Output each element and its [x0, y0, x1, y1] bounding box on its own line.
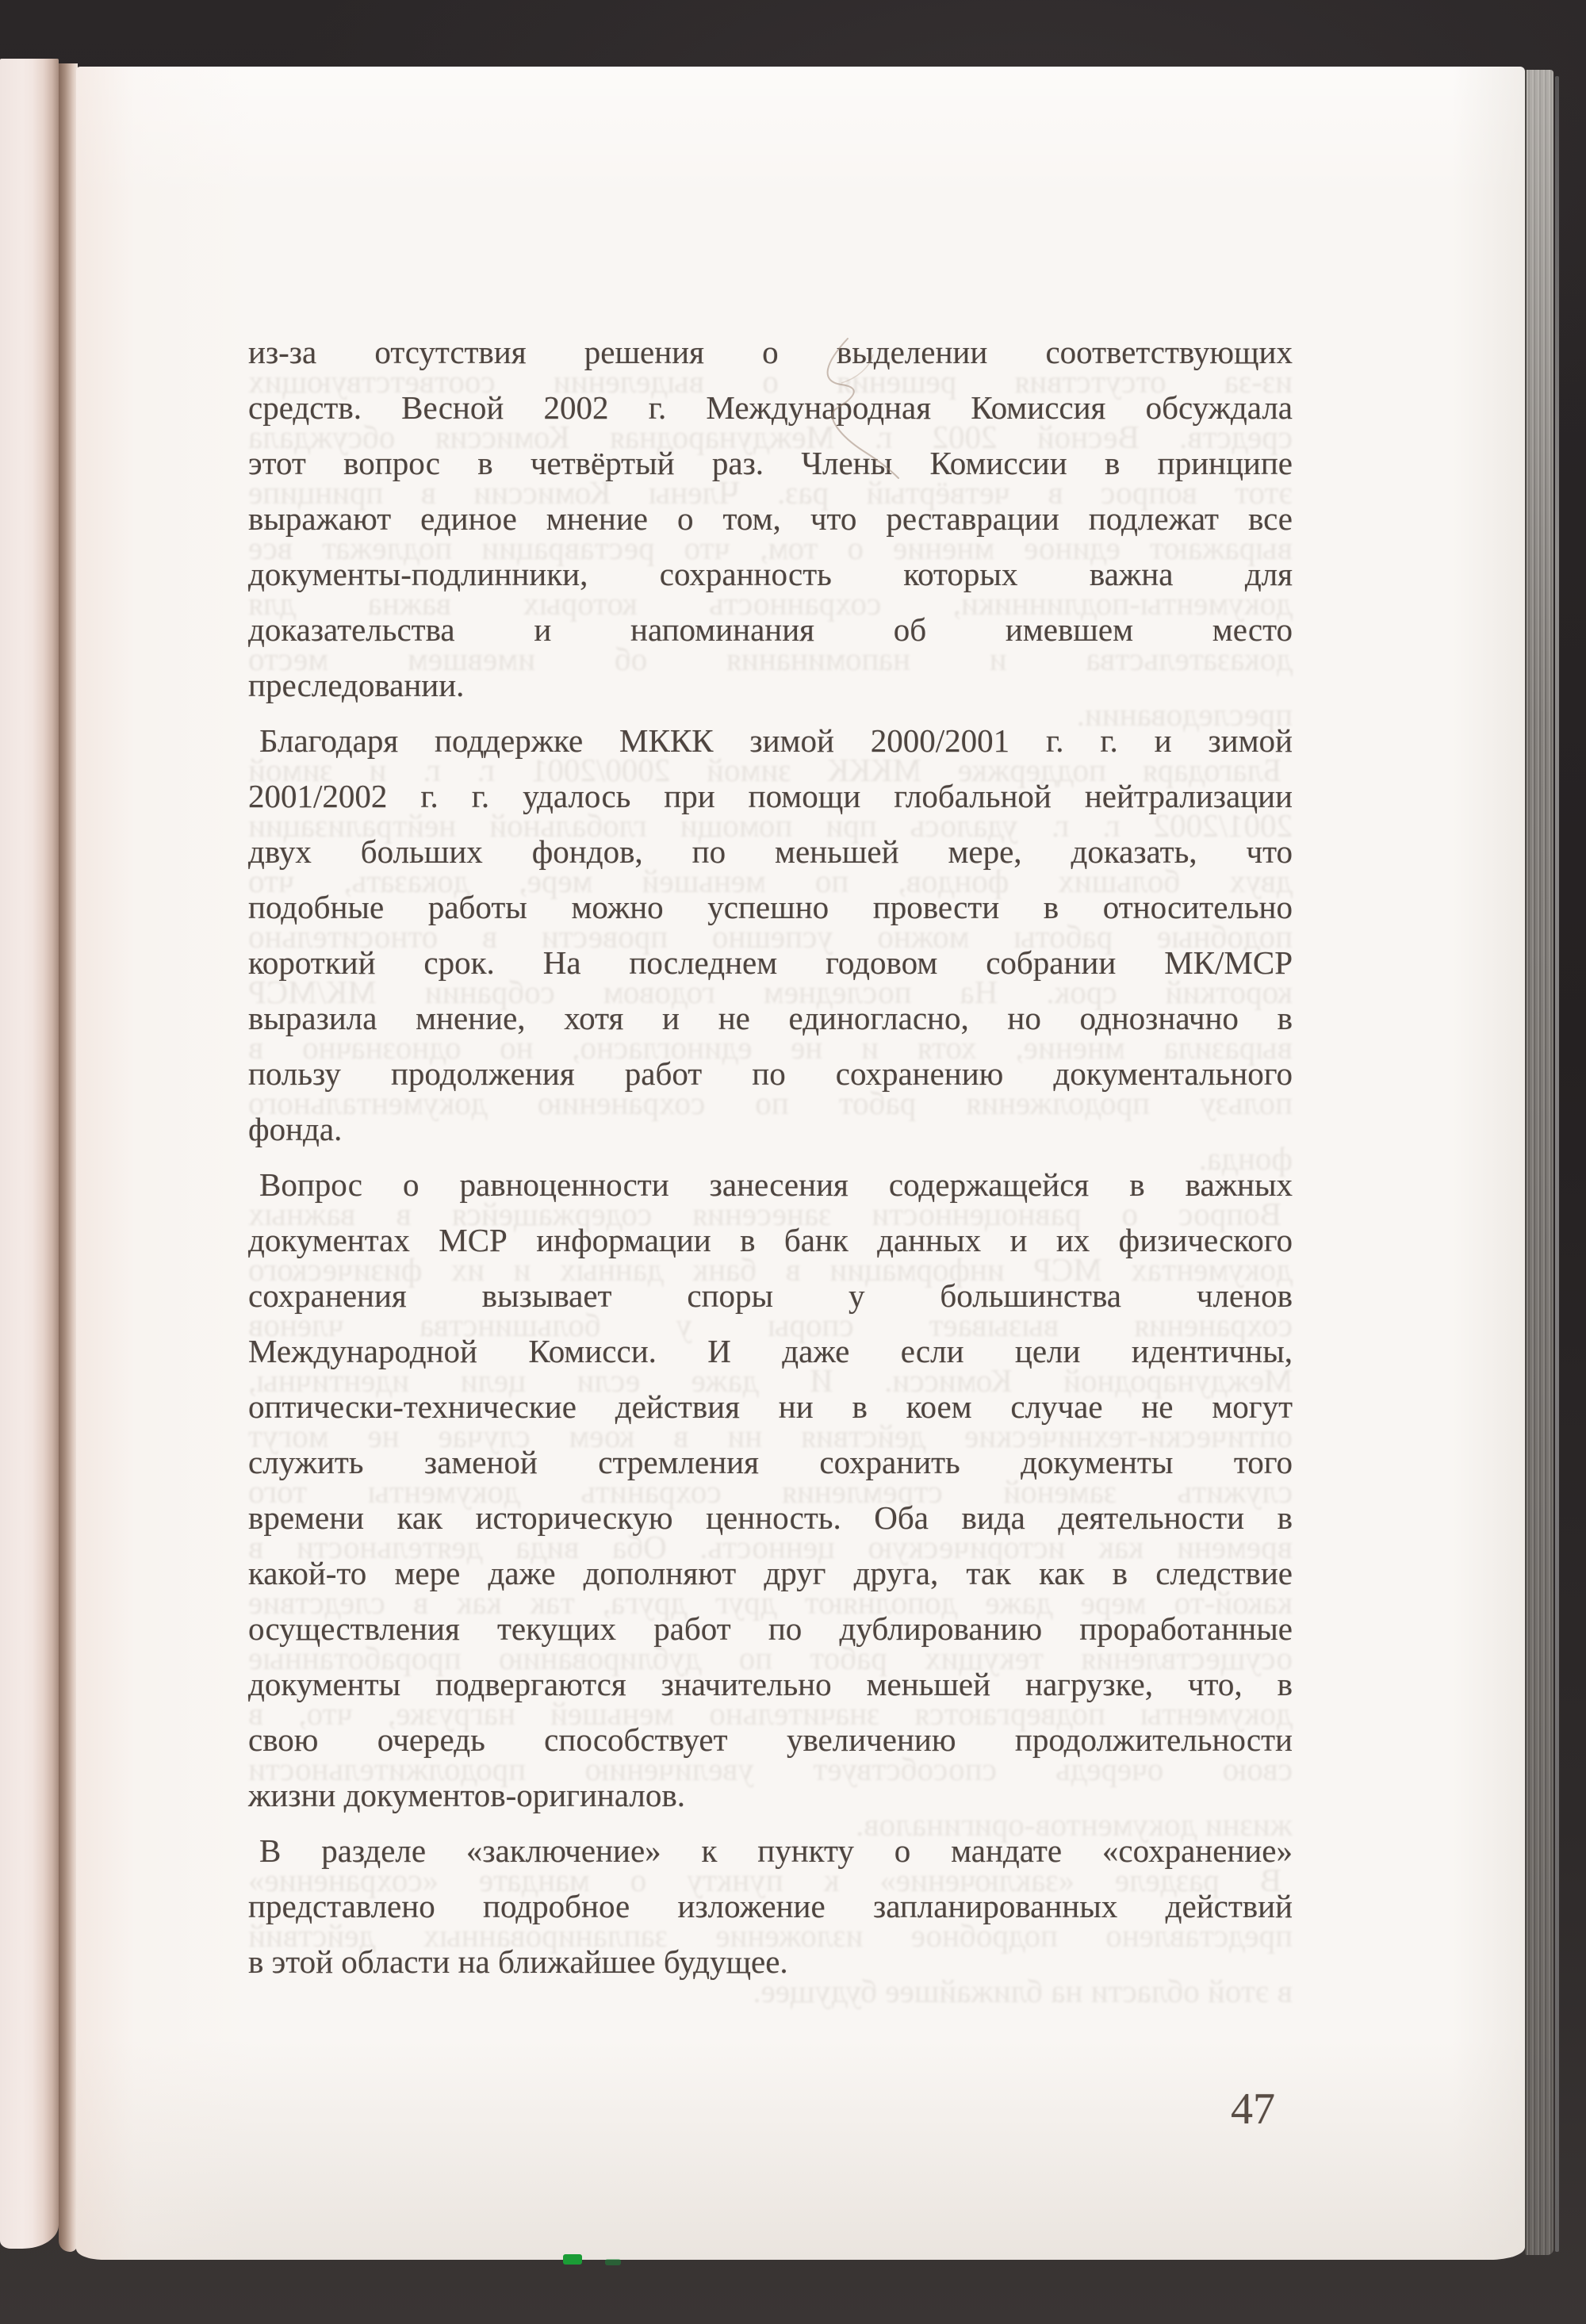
text-line: документы подвергаются значительно меньшей нагрузке, что, в [248, 1666, 1293, 1702]
text-line: жизни документов-оригиналов. [856, 1806, 1293, 1843]
text-line: преследовании. [248, 667, 465, 703]
text-block [248, 324, 1293, 1989]
text-line: выражают единое мнение о том, что реставрации подлежат все [248, 500, 1293, 537]
text-line: короткий срок. На последнем годовом собрании МК/МСР [248, 944, 1293, 981]
green-mark-faint [605, 2259, 621, 2265]
text-line: документы-подлинники, сохранность которых важна для [248, 556, 1293, 592]
text-line: 2001/2002 г. г. удалось при помощи глобальной нейтрализации [248, 807, 1293, 844]
text-line: Вопрос о равноценности занесения содержащейся в важных [259, 1166, 1293, 1203]
fore-edge-pages [1525, 70, 1553, 2255]
text-line: двух больших фондов, по меньшей мере, доказать, что [248, 863, 1293, 899]
text-line: какой-то мере даже дополняют друг друга, так как в следствие [248, 1555, 1293, 1591]
text-line: документы-подлинники, сохранность которых важна для [248, 585, 1293, 622]
text-line: пользу продолжения работ по сохранению документального [248, 1085, 1293, 1121]
text-line: осуществления текущих работ по дублированию проработанные [248, 1610, 1293, 1647]
text-line: В разделе «заключение» к пункту о мандате «сохранение» [259, 1832, 1293, 1869]
paragraph [248, 713, 1293, 1157]
gutter-crease-shadow [59, 63, 78, 2252]
text-line: документах МСР информации в банк данных и их физического [248, 1222, 1293, 1258]
text-line: выражают единое мнение о том, что реставрации подлежат все [248, 530, 1293, 566]
left-page-edge-stack [0, 59, 59, 2249]
text-line: выразила мнение, хотя и не единогласно, но однозначно в [248, 1029, 1293, 1066]
text-line: документы подвергаются значительно меньшей нагрузке, что, в [248, 1695, 1293, 1732]
text-line: Международной Комисси. И даже если цели идентичны, [248, 1362, 1293, 1399]
text-line: из-за отсутствия решения о выделении соответствующих [248, 363, 1293, 400]
green-mark [563, 2254, 582, 2265]
text-line: осуществления текущих работ по дублированию проработанные [248, 1640, 1293, 1676]
text-line: сохранения вызывает споры у большинства членов [248, 1307, 1293, 1343]
text-line: свою очередь способствует увеличению продолжительности [248, 1751, 1293, 1787]
text-line: короткий срок. На последнем годовом собрании МК/МСР [248, 974, 1293, 1010]
fore-edge-highlight [1555, 76, 1559, 2252]
text-line: в этой области на ближайшее будущее. [753, 1973, 1293, 2009]
paragraph [248, 1157, 1293, 1823]
text-line: времени как историческую ценность. Оба вида деятельности в [248, 1499, 1293, 1536]
text-line: Вопрос о равноценности занесения содержащейся в важных [248, 1196, 1281, 1232]
text-line: свою очередь способствует увеличению продолжительности [248, 1721, 1293, 1758]
text-line: служить заменой стремления сохранить документы того [248, 1473, 1293, 1510]
text-line: пользу продолжения работ по сохранению документального [248, 1055, 1293, 1092]
text-line: преследовании. [1076, 696, 1293, 733]
text-line: представлено подробное изложение запланированных действий [248, 1888, 1293, 1924]
text-line: фонда. [248, 1111, 343, 1147]
text-line: жизни документов-оригиналов. [248, 1777, 685, 1813]
text-line: служить заменой стремления сохранить документы того [248, 1444, 1293, 1480]
text-line: фонда. [1198, 1140, 1293, 1177]
text-line: подобные работы можно успешно провести в относительно [248, 889, 1293, 925]
text-line: документах МСР информации в банк данных и их физического [248, 1251, 1293, 1288]
text-line: Благодаря поддержке МККК зимой 2000/2001 г. г. и зимой [248, 752, 1281, 788]
paragraph [248, 324, 1293, 713]
text-line: какой-то мере даже дополняют друг друга, так как в следствие [248, 1584, 1293, 1621]
text-line: средств. Весной 2002 г. Международная Комиссия обсуждала [248, 389, 1293, 426]
text-line: средств. Весной 2002 г. Международная Комиссия обсуждала [248, 419, 1293, 455]
text-line: этот вопрос в четвёртый раз. Члены Комиссии в принципе [248, 474, 1293, 511]
text-line: Благодаря поддержке МККК зимой 2000/2001 г. г. и зимой [259, 722, 1293, 759]
text-line: оптически-технические действия ни в коем случае не могут [248, 1418, 1293, 1454]
text-line: двух больших фондов, по меньшей мере, доказать, что [248, 833, 1293, 870]
text-line: этот вопрос в четвёртый раз. Члены Комиссии в принципе [248, 445, 1293, 481]
text-line: доказательства и напоминания об имевшем место [248, 611, 1293, 648]
text-line: 2001/2002 г. г. удалось при помощи глобальной нейтрализации [248, 778, 1293, 814]
text-line: из-за отсутствия решения о выделении соответствующих [248, 334, 1293, 370]
text-line: Международной Комисси. И даже если цели идентичны, [248, 1333, 1293, 1369]
page-number: 47 [1231, 2085, 1275, 2134]
text-line: подобные работы можно успешно провести в относительно [248, 918, 1293, 955]
text-line: представлено подробное изложение запланированных действий [248, 1917, 1293, 1954]
paragraph [248, 1823, 1293, 1989]
text-line: времени как историческую ценность. Оба вида деятельности в [248, 1529, 1293, 1565]
text-line: выразила мнение, хотя и не единогласно, но однозначно в [248, 1000, 1293, 1036]
text-line: в этой области на ближайшее будущее. [248, 1943, 788, 1980]
text-line: сохранения вызывает споры у большинства членов [248, 1277, 1293, 1314]
text-line: доказательства и напоминания об имевшем место [248, 641, 1293, 677]
hair-artifact [818, 332, 921, 483]
book-page [76, 67, 1525, 2260]
text-line: В разделе «заключение» к пункту о мандате «сохранение» [248, 1862, 1281, 1898]
text-line: оптически-технические действия ни в коем случае не могут [248, 1388, 1293, 1425]
